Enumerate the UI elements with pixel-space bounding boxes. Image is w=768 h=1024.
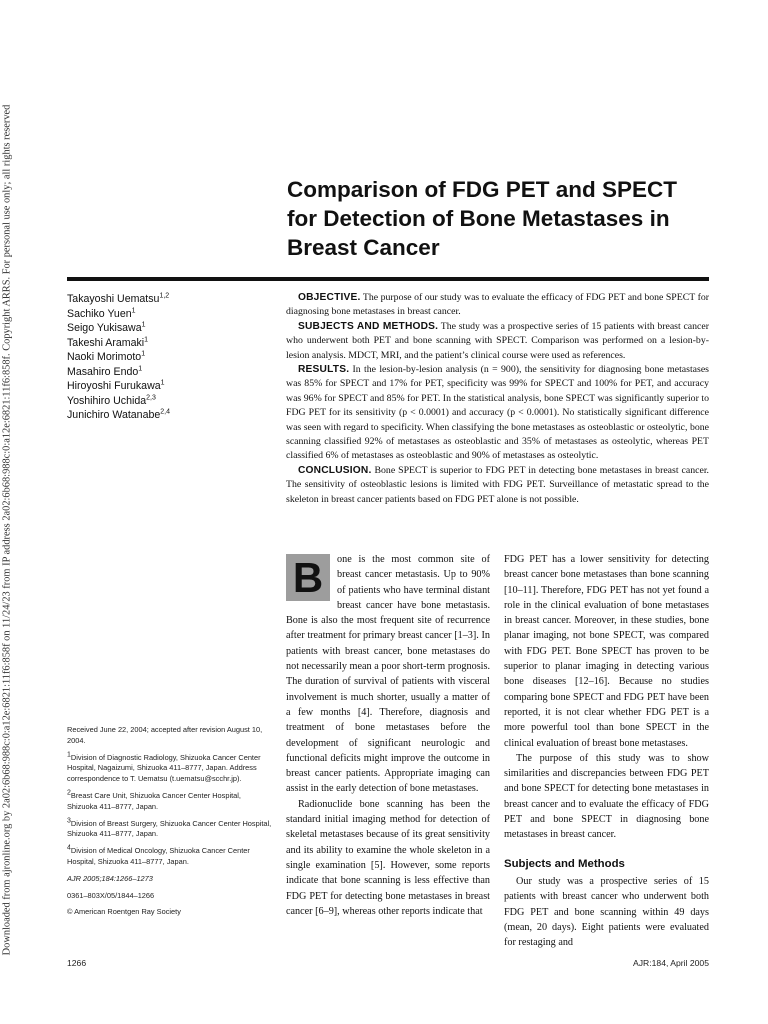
author: Naoki Morimoto$^1$ [67,350,146,363]
body-column-left [286,552,490,919]
drop-cap: B [286,554,330,601]
author: Yoshihiro Uchida$^{2,3}$ [67,393,156,407]
citation: AJR 2005;184:1266–1273 [67,873,153,883]
abstract-objective: OBJECTIVE. The purpose of our study was to evaluate the efficacy of FDG PET and bone SPECT for diagnosing bone metastases in breast cancer. [286,292,709,318]
author: Sachiko Yuen$^1$ [67,306,136,320]
download-notice-text: Downloaded from ajronline.org by 2a02:6b68:988c:0:a12e:6821:11f6:858f on 11/24/23 from IP address 2a02:6b68:988c:0:a12e:6821:11f6:858f. Copyright ARRS. For personal use only; all rights reserved [1,104,13,956]
body-paragraph: Radionuclide bone scanning has been the standard initial imaging method for detection of skeletal metastases because of its great sensitivity and its ability to examine the whole skeleton in a single examination [5]. However, some reports indicate that bone scanning is less effective than FDG PET for detecting bone metastases in breast cancer [6–9], whereas other reports indicate that [286,798,490,917]
affiliation: $^1$Division of Diagnostic Radiology, Shizuoka Cancer Center Hospital, Nagaizumi, Shizuoka 411–8777, Japan. Address correspondence to T. Uematsu (t.uematsu@scchr.jp). [67,751,261,784]
page-number: 1266 [67,958,87,968]
title-rule [67,277,709,281]
author: Seigo Yukisawa$^1$ [67,321,146,334]
affiliation: $^4$Division of Medical Oncology, Shizuoka Cancer Center Hospital, Shizuoka 411–8777, Japan. [67,844,250,866]
article-title: Comparison of FDG PET and SPECT for Detection of Bone Metastases in Breast Cancer [287,177,678,260]
abstract-results: RESULTS. In the lesion-by-lesion analysis (n = 900), the sensitivity for diagnosing bone metastases was 85% for SPECT and 17% for PET, specificity was 99% for SPECT and 100% for PET, and accuracy was 96% for SPECT and 85% for PET. In the statistical analysis, bone SPECT was significantly superior to FDG PET for its sensitivity (p < 0.0001) and accuracy (p < 0.0001). No statistically significant difference was seen with regard to specificity. When classifying the bone metastases as osteoblastic or osteolytic, bone scanning classified 92% of metastases as osteoblastic and 35% of metastases as osteolytic, whereas PET classified 6% of metastases as osteoblastic and 90% of metastases as osteolytic. [286,364,709,462]
body-paragraph: FDG PET has a lower sensitivity for detecting breast cancer bone metastases than bone scanning [10–11]. Therefore, FDG PET has not yet found a role in the clinical evaluation of bone metastases in breast cancer. Moreover, in these studies, bone planar imaging, not bone SPECT, was compared with FDG PET. Bone SPECT has proven to be superior to planar imaging in detecting various bone diseases [12–16]. Because no studies comparing bone SPECT and FDG PET have been reported, it is not clear whether FDG PET is a more powerful tool than bone SPECT in the clinical evaluation of breast bone metastases. [504,554,709,749]
article-notes [67,725,272,924]
journal-issue: AJR:184, April 2005 [633,958,709,968]
copyright: © American Roentgen Ray Society [67,907,181,917]
author-list [67,292,267,423]
author: Hiroyoshi Furukawa$^1$ [67,379,165,392]
author: Masahiro Endo$^1$ [67,364,143,378]
author: Takayoshi Uematsu$^{1,2}$ [67,292,170,305]
body-column-right [504,552,709,950]
abstract-conclusion: CONCLUSION. Bone SPECT is superior to FDG PET in detecting bone metastases in breast cancer. The sensitivity of osteoblastic lesions is limited with FDG PET. Surveillance of metastatic spread to the skeleton in breast cancer patients based on FDG PET alone is not possible. [286,464,709,505]
issn: 0361–803X/05/1844–1266 [67,890,155,900]
intro-paragraph: B one is the most common site of breast cancer metastasis. Up to 90% of patients who have terminal distant breast cancer have bone metastasis. Bone is also the most frequent site of recurrence after treatment for primary breast cancer [1–3]. In patients with breast cancer, bone metastases do not necessarily mean a poor short-term prognosis. The duration of survival of patients with visceral involvement is much shorter, usually a matter of a few months [4]. Therefore, diagnosis and treatment of bone metastases before the development of significant neurologic and functional deficits might improve the outcome in breast cancer patients. Appropriate imaging can assist in the early detection of bone metastases. [286,554,490,795]
section-heading: Subjects and Methods [504,857,625,870]
author: Junichiro Watanabe$^{2,4}$ [67,408,170,421]
affiliation: $^2$Breast Care Unit, Shizuoka Cancer Center Hospital, Shizuoka 411–8777, Japan. [67,789,241,811]
body-paragraph: The purpose of this study was to show similarities and discrepancies between FDG PET and bone SPECT for detecting bone metastases in breast cancer and to evaluate the efficacy of FDG PET and bone SPECT in diagnosing bone metastases in breast cancer. [504,752,709,841]
affiliation: $^3$Division of Breast Surgery, Shizuoka Cancer Center Hospital, Shizuoka 411–8777, Japan. [67,817,272,839]
download-notice [0,90,14,970]
received-dates: Received June 22, 2004; accepted after revision August 10, 2004. [67,725,263,745]
abstract-methods: SUBJECTS AND METHODS. The study was a prospective series of 15 patients with breast cancer who underwent both PET and bone scanning with SPECT. Comparison was performed on a lesion-by-lesion analysis. MDCT, MRI, and the patient’s clinical course were used as references. [286,320,709,361]
abstract [286,291,709,507]
author: Takeshi Aramaki$^1$ [67,335,149,349]
body-paragraph: Our study was a prospective series of 15 patients with breast cancer who underwent both FDG PET and bone scanning within 49 days (mean, 20 days). Eight patients were evaluated for restaging and [504,875,709,949]
